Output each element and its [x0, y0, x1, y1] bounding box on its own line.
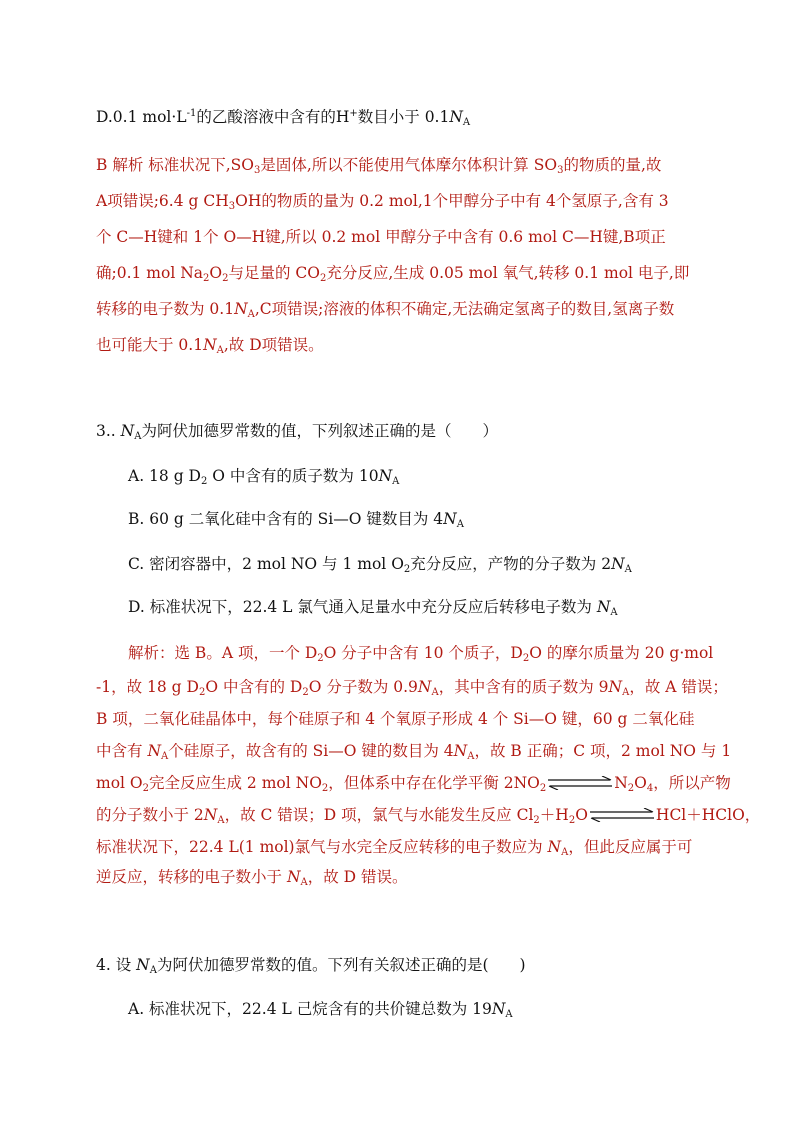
q2-analysis-line-3: 个 C—H键和 1个 O—H键,所以 0.2 mol 甲醇分子中含有 0.6 mol C—H键,B项正: [96, 228, 666, 246]
q2-analysis-line-1: B 解析 标准状况下$,SO_3$是固体,所以不能使用气体摩尔体积计算 $SO_3$的物质的量,故: [96, 156, 662, 176]
q2-analysis-line-4: 确;0.1 mol $Na_2O_2$与足量的 $CO_2$充分反应,生成 0.05 mol 氧气,转移 0.1 mol 电子,即: [96, 264, 690, 284]
q2-option-d: D.0.1 $mol\cdot L^{-1}$的乙酸溶液中含有的H+数目小于 $0.1N_A$: [96, 108, 471, 128]
q3-analysis-line-7: 标准状况下，22.4 L(1 mol)氯气与水完全反应转移的电子数应为 $N_A$，但此反应属于可: [96, 838, 693, 858]
q3-stem: 3.. $N_A$为阿伏加德罗常数的值，下列叙述正确的是（ ）: [96, 422, 498, 442]
q3-option-c: C. 密闭容器中，2 mol NO 与 1 mol $O_2$充分反应，产物的分子数为 $2N_A$: [128, 555, 632, 575]
q2-analysis-line-5: 转移的电子数为 $0.1N_A,C$项错误;溶液的体积不确定,无法确定氢离子的数目,氢离子数: [96, 300, 675, 320]
q3-option-d: D. 标准状况下，22.4 L 氯气通入足量水中充分反应后转移电子数为 $N_A$: [128, 598, 618, 618]
q4-stem: 4. 设 $N_A$为阿伏加德罗常数的值。下列有关叙述正确的是( ): [96, 956, 526, 976]
q3-analysis-line-1: 解析：选 B。A 项，一个 $D_2O$ 分子中含有 10 个质子，$D_2O$ 的摩尔质量为 20 g·mol: [128, 644, 714, 664]
equilibrium-arrow-icon: [546, 776, 614, 790]
equilibrium-arrow-icon: [588, 808, 656, 822]
q2-analysis-line-2: A项错误;6.4 g $CH_3OH$的物质的量为 0.2 mol,1个甲醇分子中有 4个氢原子,含有 3: [96, 192, 669, 212]
q3-analysis-line-4: 中含有 $N_A$个硅原子，故含有的 Si—O 键的数目为 $4N_A$，故 B 正确；C 项，2 mol NO 与 1: [96, 742, 732, 762]
q2-analysis-line-6: 也可能大于 $0.1N_A$,故 D项错误。: [96, 336, 324, 356]
q3-option-b: B. 60 g 二氧化硅中含有的 Si—O 键数目为 $4N_A$: [128, 510, 464, 530]
q4-option-a: A. 标准状况下，22.4 L 己烷含有的共价键总数为 $19N_A$: [128, 1000, 513, 1020]
q3-analysis-line-2: -1，故 18 g $D_2O$ 中含有的 $D_2O$ 分子数为 $0.9N_A$，其中含有的质子数为 $9N_A$，故 A 错误；: [96, 678, 728, 698]
q3-analysis-line-5: mol $O_2$完全反应生成 2 mol $NO_2$，但体系中存在化学平衡 $2NO_2$ $N_2O_4$，所以产物: [96, 774, 731, 794]
q3-analysis-line-8: 逆反应，转移的电子数小于 $N_A$，故 D 错误。: [96, 868, 408, 888]
q3-analysis-line-3: B 项，二氧化硅晶体中，每个硅原子和 4 个氧原子形成 4 个 Si—O 键，60 g 二氧化硅: [96, 710, 695, 728]
q3-analysis-line-6: 的分子数小于 $2N_A$，故 C 错误；D 项，氯气与水能发生反应 $Cl_2+H_2O$ HCl＋HClO，: [96, 806, 761, 826]
q3-option-a: A. 18 g $D_2$ O 中含有的质子数为 $10N_A$: [128, 467, 400, 487]
